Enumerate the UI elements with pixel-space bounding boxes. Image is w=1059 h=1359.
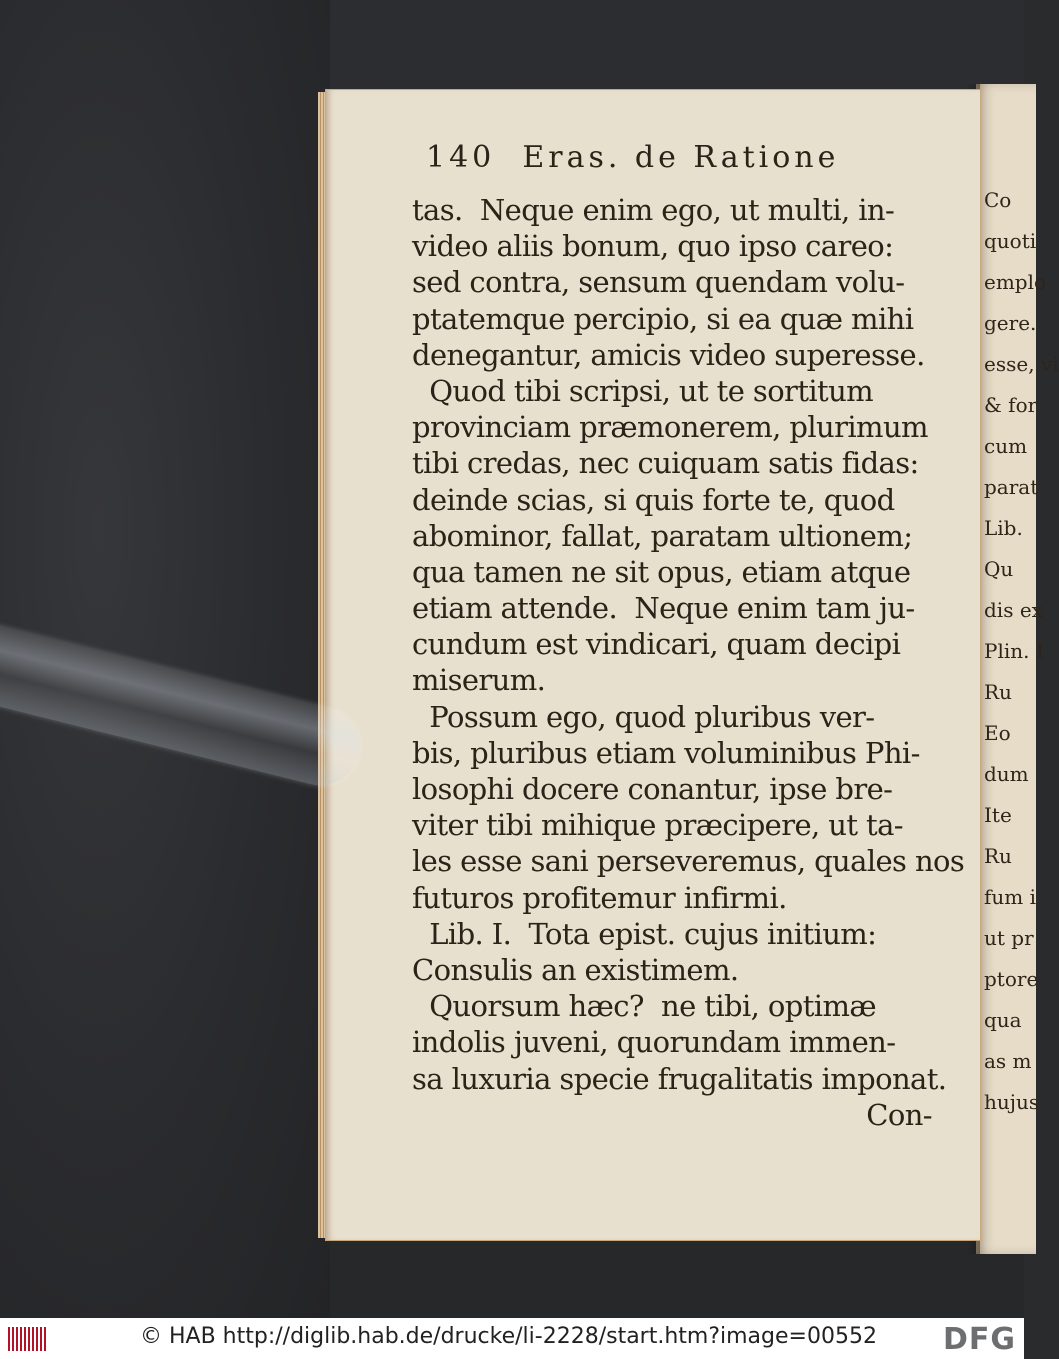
facing-page-fragment: Lib. bbox=[984, 516, 1023, 540]
text-line: les esse sani perseveremus, quales nos bbox=[412, 844, 965, 879]
facing-page-fragment: ut pr bbox=[984, 926, 1034, 950]
text-line: tas. Neque enim ego, ut multi, in- bbox=[412, 193, 895, 227]
text-line: abominor, fallat, paratam ultionem; bbox=[412, 518, 913, 553]
text-line: provinciam præmonerem, plurimum bbox=[412, 410, 928, 445]
dfg-logo: DFG bbox=[942, 1322, 1016, 1357]
facing-page-fragment: quoti bbox=[984, 229, 1037, 253]
footer-bar bbox=[0, 1318, 1024, 1359]
text-line: tibi credas, nec cuiquam satis fidas: bbox=[412, 446, 919, 481]
text-line: deinde scias, si quis forte te, quod bbox=[412, 482, 895, 517]
facing-page-fragment: dum bbox=[984, 762, 1029, 786]
text-line: video aliis bonum, quo ipso careo: bbox=[412, 229, 894, 264]
text-line: qua tamen ne sit opus, etiam atque bbox=[412, 554, 911, 589]
page-text bbox=[412, 140, 965, 1133]
text-line: denegantur, amicis video superesse. bbox=[412, 337, 925, 372]
running-head: 140 Eras. de Ratione bbox=[426, 140, 840, 175]
text-line: losophi docere conantur, ipse bre- bbox=[412, 772, 893, 806]
facing-page-fragments bbox=[984, 180, 1059, 1123]
text-line: futuros profitemur infirmi. bbox=[412, 880, 787, 915]
text-line: Quorsum hæc? ne tibi, optimæ bbox=[412, 989, 877, 1024]
facing-page-fragment: gere. bbox=[984, 311, 1037, 335]
facing-page-fragment: & for bbox=[984, 393, 1038, 417]
text-line: ptatemque percipio, si ea quæ mihi bbox=[412, 301, 914, 336]
text-line: cundum est vindicari, quam decipi bbox=[412, 627, 901, 662]
text-line: miserum. bbox=[412, 663, 546, 698]
facing-page-fragment: qua bbox=[984, 1008, 1022, 1032]
facing-page-fragment: Plin. I bbox=[984, 639, 1044, 663]
facing-page-fragment: Ru bbox=[984, 844, 1012, 868]
text-line: Consulis an existimem. bbox=[412, 952, 739, 987]
facing-page-fragment: as m bbox=[984, 1049, 1032, 1073]
facing-page-fragment: emplo bbox=[984, 270, 1047, 294]
facing-page-fragment: Ite bbox=[984, 803, 1012, 827]
text-line: sed contra, sensum quendam volu- bbox=[412, 265, 905, 300]
facing-page-fragment: cum bbox=[984, 434, 1028, 458]
text-lines bbox=[412, 192, 965, 1097]
text-line: viter tibi mihique præcipere, ut ta- bbox=[412, 808, 903, 843]
facing-page-fragment: hujus bbox=[984, 1090, 1040, 1114]
hab-logo-icon bbox=[8, 1327, 48, 1351]
facing-page-fragment: ptore bbox=[984, 967, 1039, 991]
facing-page-fragment: esse, vi bbox=[984, 352, 1059, 376]
facing-page-fragment: Co bbox=[984, 188, 1012, 212]
text-line: indolis juveni, quorundam immen- bbox=[412, 1025, 896, 1060]
facing-page-fragment: fum i bbox=[984, 885, 1037, 909]
catchword: Con- bbox=[866, 1097, 932, 1132]
facing-page-fragment: parat bbox=[984, 475, 1039, 499]
copyright-link[interactable]: © HAB http://diglib.hab.de/drucke/li-2228/start.htm?image=00552 bbox=[140, 1324, 877, 1349]
facing-page-fragment: Qu bbox=[984, 557, 1014, 581]
text-line: Lib. I. Tota epist. cujus initium: bbox=[412, 916, 877, 951]
facing-page-fragment: Eo bbox=[984, 721, 1011, 745]
facing-page-fragment: Ru bbox=[984, 680, 1012, 704]
text-line: Quod tibi scripsi, ut te sortitum bbox=[412, 373, 874, 408]
facing-page-fragment: dis ex bbox=[984, 598, 1043, 622]
text-line: sa luxuria specie frugalitatis imponat. bbox=[412, 1061, 947, 1096]
text-line: bis, pluribus etiam voluminibus Phi- bbox=[412, 735, 920, 770]
text-line: Possum ego, quod pluribus ver- bbox=[412, 699, 875, 734]
text-line: etiam attende. Neque enim tam ju- bbox=[412, 591, 915, 626]
